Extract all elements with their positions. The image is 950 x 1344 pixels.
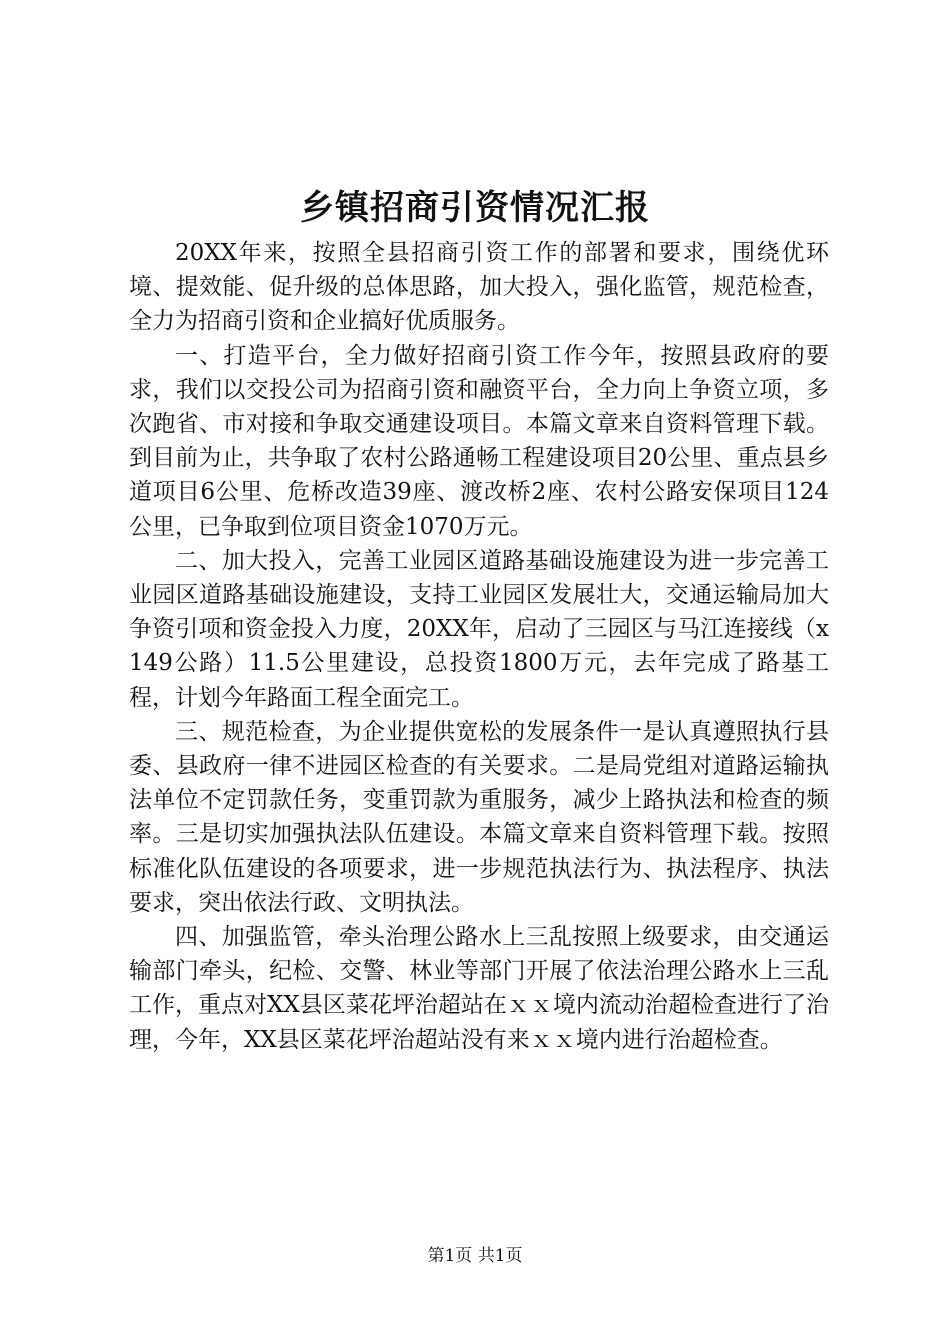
paragraph-section-1: 一、打造平台，全力做好招商引资工作今年，按照县政府的要求，我们以交投公司为招商引资和融资平台，全力向上争资立项，多次跑省、市对接和争取交通建设项目。本篇文章来自资料管理下载。到目前为止，共争取了农村公路通畅工程建设项目20公里、重点县乡道项目6公里、危桥改造39座、渡改桥2座、农村公路安保项目124公里，已争取到位项目资金1070万元。 xyxy=(129,342,829,540)
paragraph-section-4: 四、加强监管，牵头治理公路水上三乱按照上级要求，由交通运输部门牵头，纪检、交警、林业等部门开展了依法治理公路水上三乱工作，重点对XX县区菜花坪治超站在ｘｘ境内流动治超检查进行了治理，今年，XX县区菜花坪治超站没有来ｘｘ境内进行治超检查。 xyxy=(129,924,829,1053)
paragraph-section-3: 三、规范检查，为企业提供宽松的发展条件一是认真遵照执行县委、县政府一律不进园区检查的有关要求。二是局党组对道路运输执法单位不定罚款任务，变重罚款为重服务，减少上路执法和检查的频率。三是切实加强执法队伍建设。本篇文章来自资料管理下载。按照标准化队伍建设的各项要求，进一步规范执法行为、执法程序、执法要求，突出依法行政、文明执法。 xyxy=(129,718,829,916)
document-body xyxy=(129,236,829,1057)
paragraph-section-2: 二、加大投入，完善工业园区道路基础设施建设为进一步完善工业园区道路基础设施建设，支持工业园区发展壮大，交通运输局加大争资引项和资金投入力度，20XX年，启动了三园区与马江连接线（x149公路）11.5公里建设，总投资1800万元，去年完成了路基工程，计划今年路面工程全面完工。 xyxy=(129,547,829,711)
paragraph-intro: 20XX年来，按照全县招商引资工作的部署和要求，围绕优环境、提效能、促升级的总体思路，加大投入，强化监管，规范检查，全力为招商引资和企业搞好优质服务。 xyxy=(129,240,829,335)
document-title: 乡镇招商引资情况汇报 xyxy=(300,188,650,228)
page-number-footer: 第1页 共1页 xyxy=(427,1246,523,1266)
